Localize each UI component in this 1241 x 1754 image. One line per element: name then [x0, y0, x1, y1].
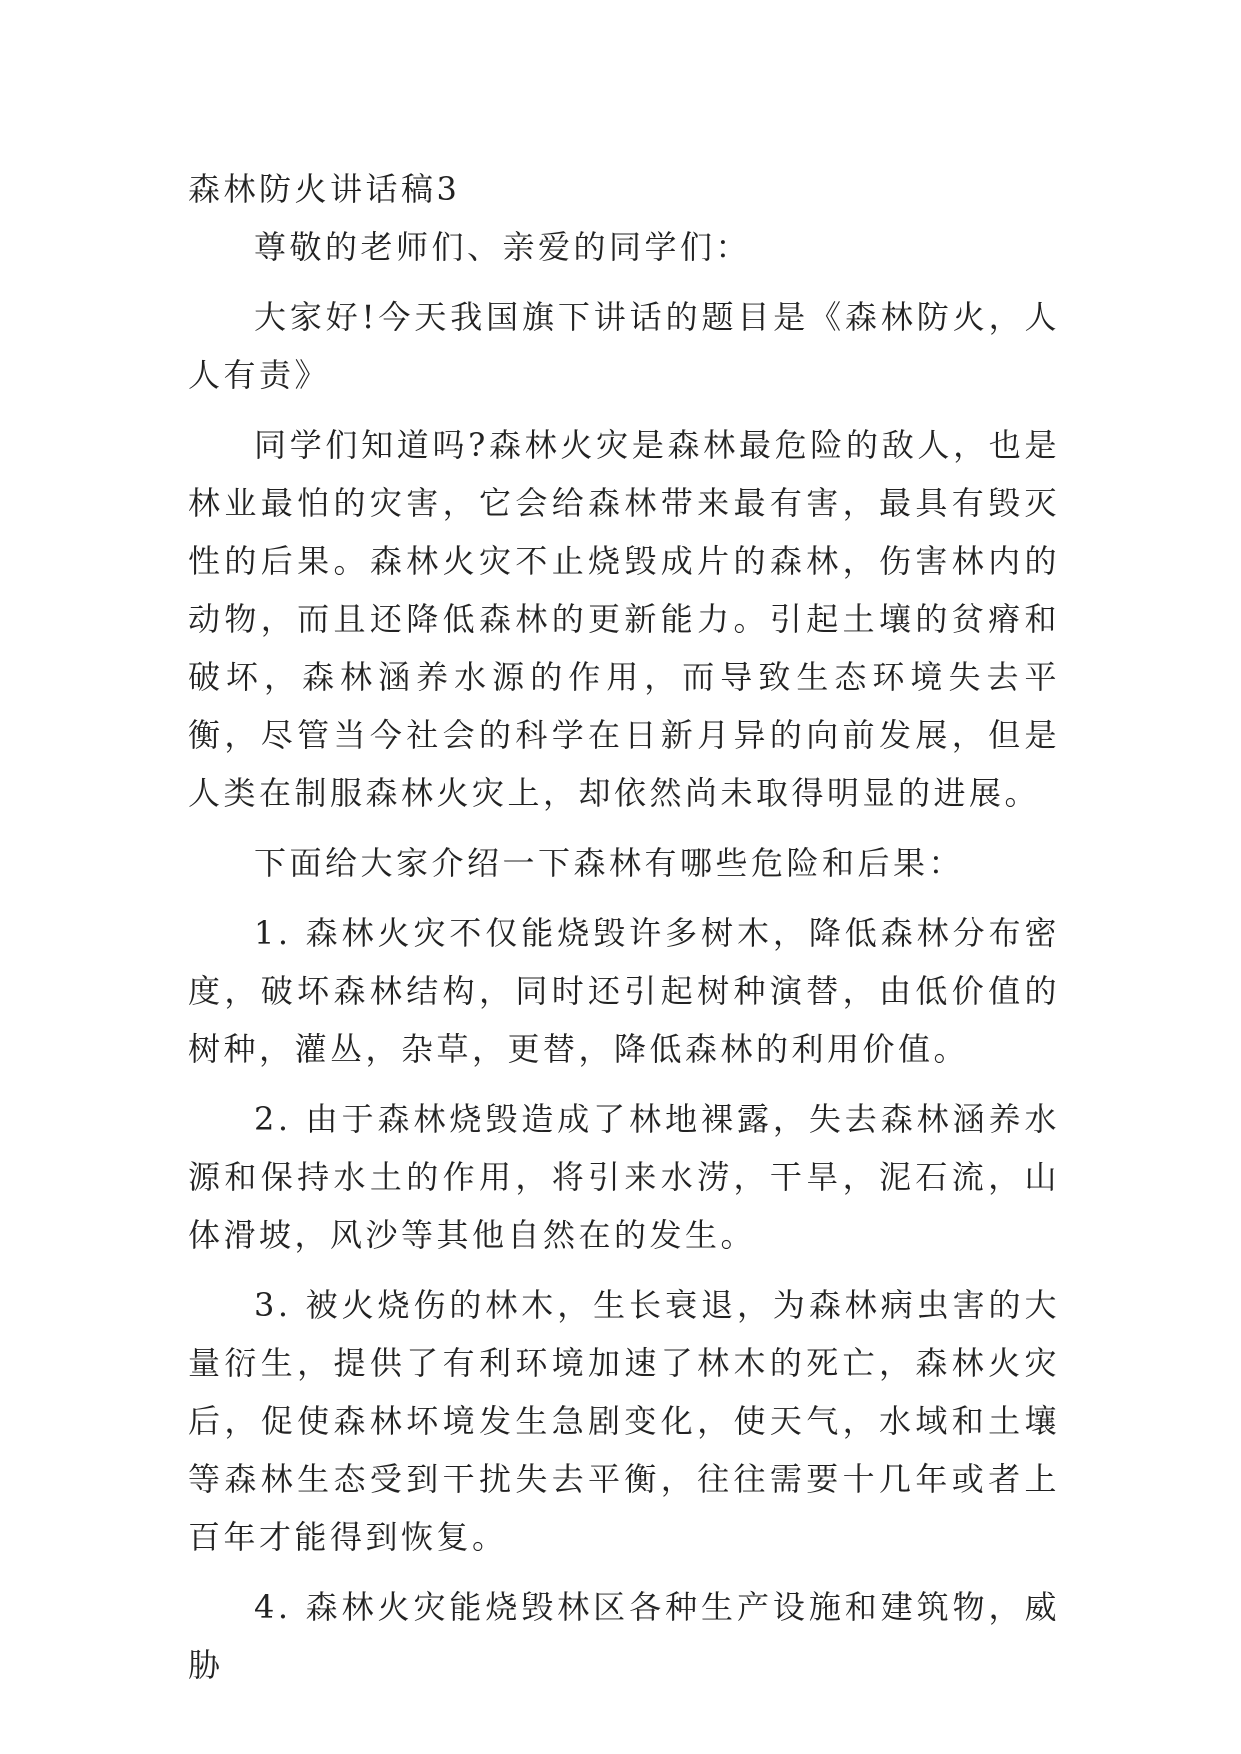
greeting-paragraph: 尊敬的老师们、亲爱的同学们：: [254, 228, 752, 266]
intro-paragraph: 同学们知道吗?森林火灾是森林最危险的敌人，也是林业最怕的灾害，它会给森林带来最有害，最具有毁灭性的后果。森林火灾不止烧毁成片的森林，伤害林内的动物，而且还降低森林的更新能力。引起土壤的贫瘠和破坏，森林涵养水源的作用，而导致生态环境失去平衡，尽管当今社会的科学在日新月异的向前发展，但是人类在制服森林火灾上，却依然尚未取得明显的进展。: [188, 426, 1060, 812]
document-body: [188, 160, 1060, 1706]
list-item-3: 3. 被火烧伤的林木，生长衰退，为森林病虫害的大量衍生，提供了有利环境加速了林木的死亡，森林火灾后，促使森林坏境发生急剧变化，使天气，水域和土壤等森林生态受到干扰失去平衡，往往需要十几年或者上百年才能得到恢复。: [188, 1286, 1060, 1556]
list-intro-paragraph: 下面给大家介绍一下森林有哪些危险和后果：: [254, 844, 965, 882]
opening-paragraph: 大家好!今天我国旗下讲话的题目是《森林防火，人人有责》: [188, 298, 1060, 394]
list-item-4: 4. 森林火灾能烧毁林区各种生产设施和建筑物，威胁: [188, 1588, 1060, 1684]
document-title: 森林防火讲话稿3: [188, 170, 461, 208]
list-item-2: 2. 由于森林烧毁造成了林地裸露，失去森林涵养水源和保持水土的作用，将引来水涝，干旱，泥石流，山体滑坡，风沙等其他自然在的发生。: [188, 1100, 1060, 1254]
list-item-1: 1. 森林火灾不仅能烧毁许多树木，降低森林分布密度，破坏森林结构，同时还引起树种演替，由低价值的树种，灌丛，杂草，更替，降低森林的利用价值。: [188, 914, 1060, 1068]
